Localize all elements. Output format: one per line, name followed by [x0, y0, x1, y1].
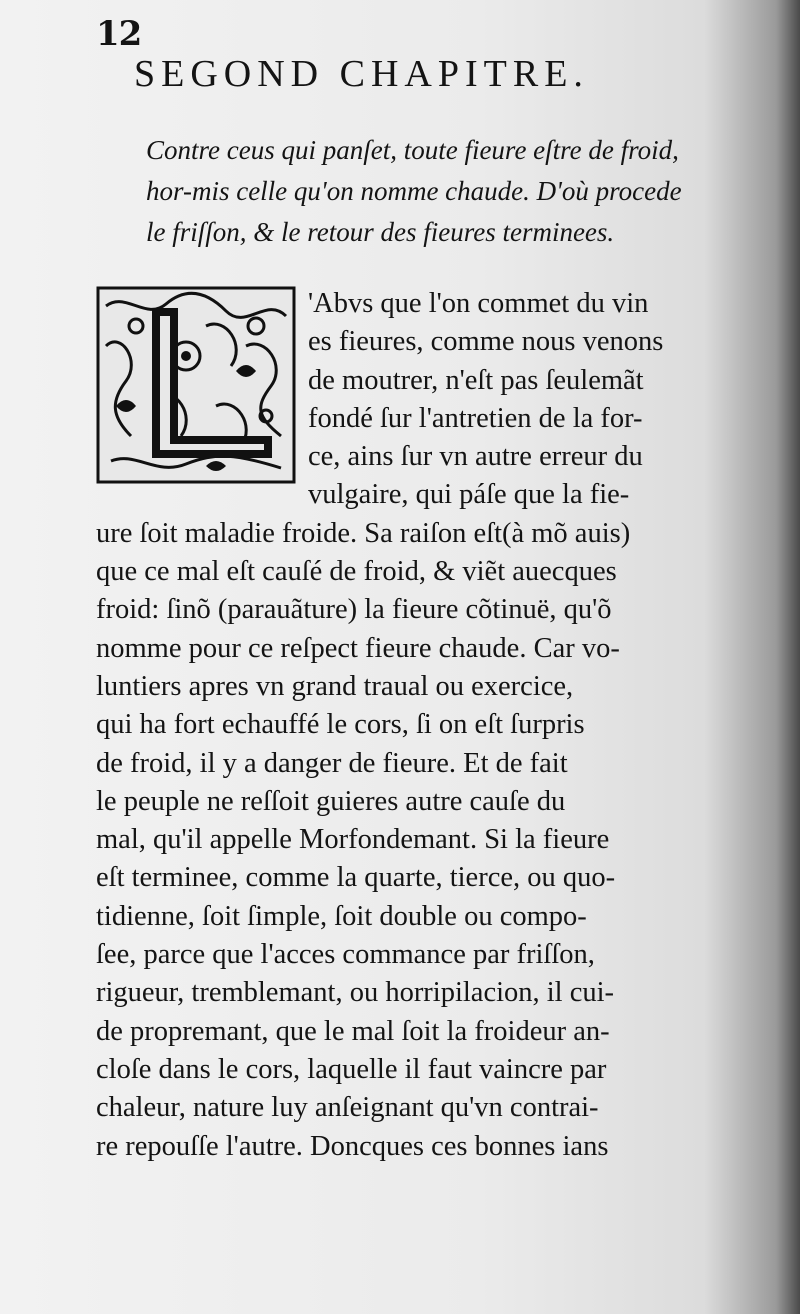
text-line: de froid, il y a danger de fieure. Et de fait: [96, 747, 568, 779]
text-line: nomme pour ce reſpect fieure chaude. Car vo-: [96, 632, 620, 664]
text-line: ſee, parce que l'acces commance par friſſon,: [96, 939, 595, 971]
text-line: re repouſſe l'autre. Doncques ces bonnes ians: [96, 1130, 609, 1162]
text-line: rigueur, tremblemant, ou horripilacion, il cui-: [96, 977, 615, 1009]
text-line: chaleur, nature luy anſeignant qu'vn contrai-: [96, 1092, 599, 1124]
text-line: de propremant, que le mal ſoit la froideur an-: [96, 1015, 610, 1047]
text-line: que ce mal eſt cauſé de froid, & viẽt auecques: [96, 556, 617, 588]
text-line: qui ha fort echauffé le cors, ſi on eſt ſurpris: [96, 709, 585, 741]
text-line: luntiers apres vn grand traual ou exercice,: [96, 670, 574, 702]
chapter-summary: [146, 130, 766, 253]
page-number: 12: [96, 14, 142, 54]
text-line: cloſe dans le cors, laquelle il faut vaincre par: [96, 1053, 607, 1085]
text-line: ure ſoit maladie froide. Sa raiſon eſt(à mõ auis): [96, 517, 631, 549]
text-line: es fieures, comme nous venons: [308, 326, 664, 358]
summary-line: Contre ceus qui panſet, toute fieure eſtre de froid,: [146, 135, 679, 165]
text-line: fondé ſur l'antretien de la for-: [308, 402, 643, 434]
text-line: froid: ſinõ (parauãture) la fieure cõtinuë, qu'õ: [96, 594, 612, 626]
text-line: tidienne, ſoit ſimple, ſoit double ou compo-: [96, 900, 587, 932]
text-line: ce, ains ſur vn autre erreur du: [308, 441, 643, 473]
text-line: eſt terminee, comme la quarte, tierce, ou quo-: [96, 862, 616, 894]
summary-line: hor-mis celle qu'on nomme chaude. D'où procede: [146, 176, 682, 206]
text-line: vulgaire, qui páſe que la fie-: [308, 479, 630, 511]
summary-line: le friſſon, & le retour des fieures terminees.: [146, 217, 615, 247]
text-line: 'Abvs que l'on commet du vin: [308, 288, 649, 319]
text-line: mal, qu'il appelle Morfondemant. Si la fieure: [96, 824, 610, 856]
text-line: le peuple ne reſſoit guieres autre cauſe du: [96, 785, 566, 817]
body-text: [96, 285, 776, 1166]
running-head: SEGOND CHAPITRE.: [134, 53, 589, 95]
text-line: de moutrer, n'eſt pas ſeulemãt: [308, 364, 644, 396]
